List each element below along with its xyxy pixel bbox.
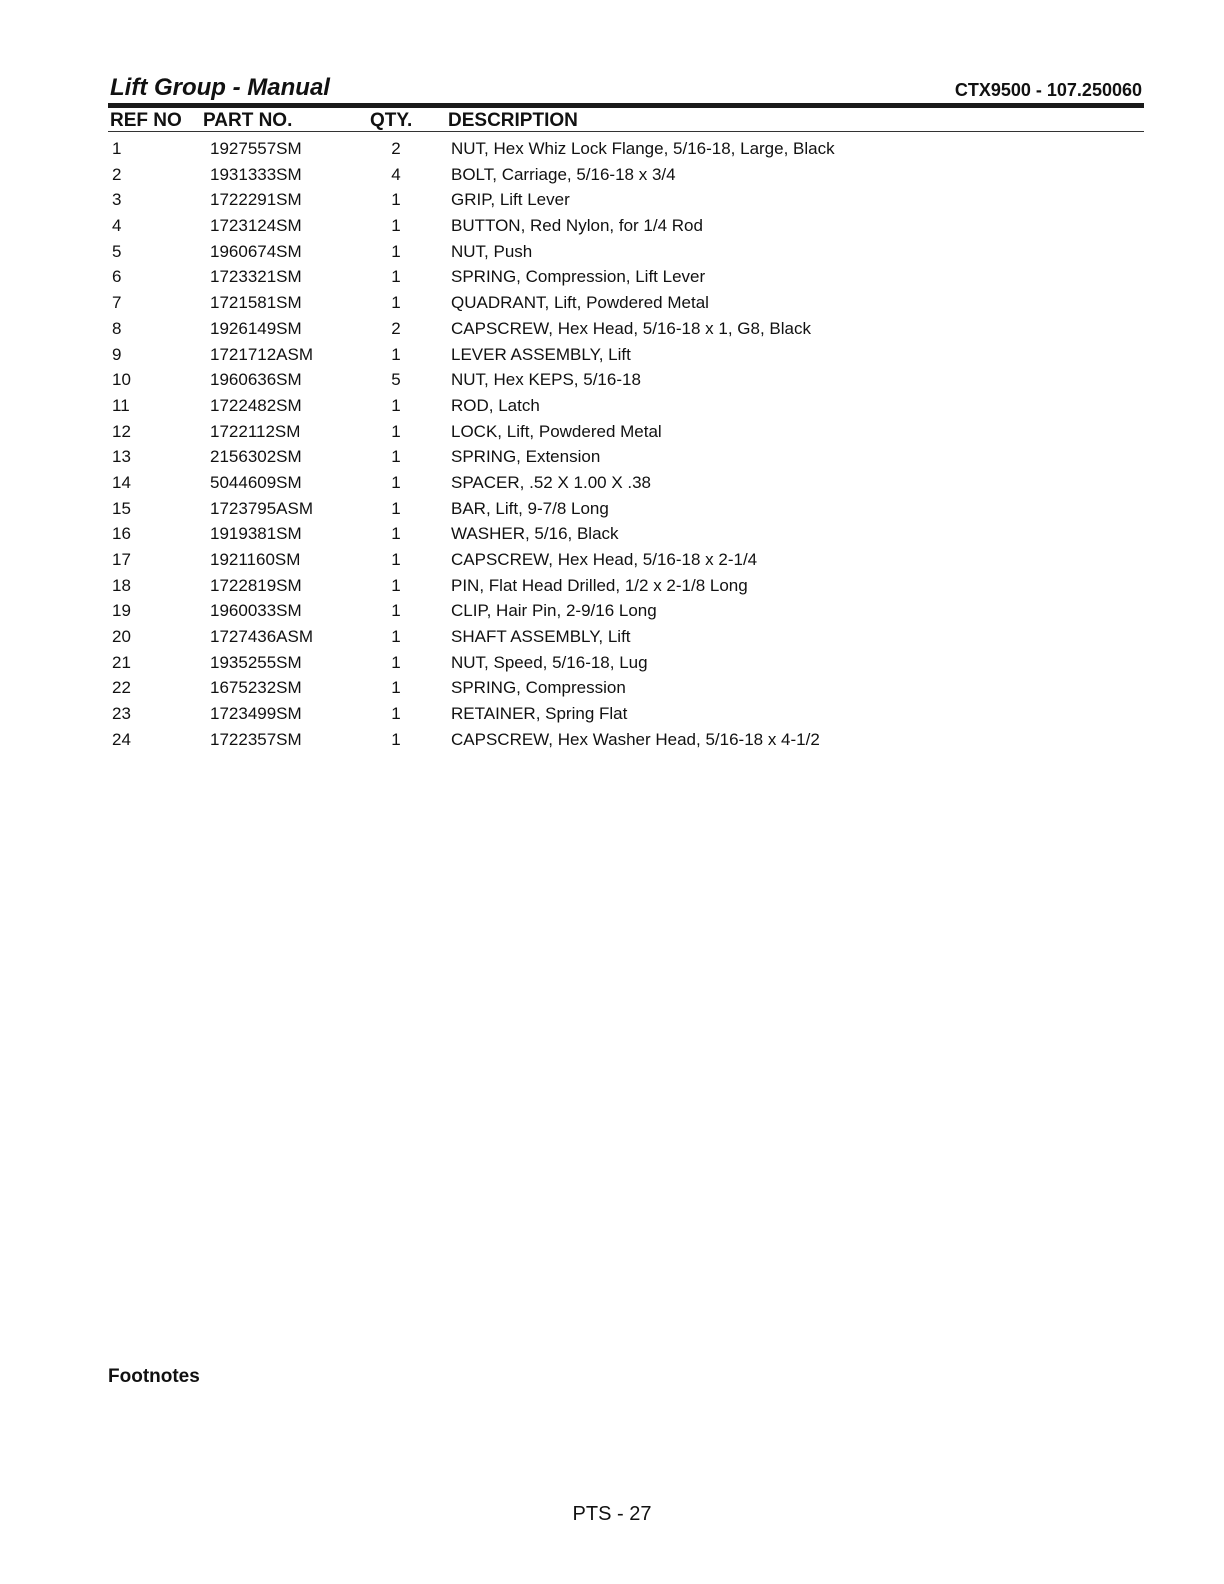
qty-cell: 1 xyxy=(391,550,401,569)
ref-no-cell: 14 xyxy=(112,472,131,492)
part-no-cell: 1926149SM xyxy=(210,318,302,338)
description-cell: QUADRANT, Lift, Powdered Metal xyxy=(451,293,709,313)
part-no-cell: 1921160SM xyxy=(210,550,301,569)
ref-no-cell: 12 xyxy=(112,421,131,441)
ref-no-cell: 17 xyxy=(112,550,131,569)
ref-no-cell: 19 xyxy=(112,601,131,621)
description-cell: SHAFT ASSEMBLY, Lift xyxy=(451,627,631,647)
ref-no-cell: 22 xyxy=(112,678,131,698)
description-cell: NUT, Push xyxy=(451,241,533,261)
table-row xyxy=(108,136,1144,162)
description-cell: WASHER, 5/16, Black xyxy=(451,524,619,544)
qty-cell: 1 xyxy=(391,498,401,518)
qty-cell: 1 xyxy=(391,241,401,261)
qty-cell: 1 xyxy=(391,293,401,313)
qty-cell: 4 xyxy=(391,164,401,184)
qty-cell: 1 xyxy=(391,704,401,724)
ref-no-cell: 24 xyxy=(112,729,131,749)
description-cell: CAPSCREW, Hex Head, 5/16-18 x 2-1/4 xyxy=(451,550,758,569)
ref-no-cell: 13 xyxy=(112,447,131,467)
qty-cell: 1 xyxy=(391,575,401,595)
description-cell: NUT, Hex Whiz Lock Flange, 5/16-18, Large, Black xyxy=(451,139,835,158)
table-row xyxy=(108,290,1144,316)
ref-no-cell: 18 xyxy=(112,575,131,595)
qty-cell: 1 xyxy=(391,601,401,621)
description-cell: RETAINER, Spring Flat xyxy=(451,704,628,724)
part-no-cell: 1931333SM xyxy=(210,164,302,184)
column-header-qty: QTY. xyxy=(370,110,413,131)
description-cell: BAR, Lift, 9-7/8 Long xyxy=(451,498,609,518)
ref-no-cell: 6 xyxy=(112,267,122,287)
part-no-cell: 1721712ASM xyxy=(210,344,314,364)
part-no-cell: 1722482SM xyxy=(210,395,302,415)
part-no-cell: 1723124SM xyxy=(210,216,302,236)
qty-cell: 1 xyxy=(391,344,401,364)
qty-cell: 1 xyxy=(391,190,401,210)
table-row xyxy=(108,573,1144,599)
qty-cell: 1 xyxy=(391,395,401,415)
table-row xyxy=(108,650,1144,676)
qty-cell: 1 xyxy=(391,447,401,467)
description-cell: LOCK, Lift, Powdered Metal xyxy=(451,421,662,441)
description-cell: NUT, Speed, 5/16-18, Lug xyxy=(451,652,648,672)
description-cell: NUT, Hex KEPS, 5/16-18 xyxy=(451,370,641,390)
ref-no-cell: 8 xyxy=(112,318,122,338)
qty-cell: 5 xyxy=(391,370,401,390)
part-no-cell: 1723795ASM xyxy=(210,498,314,518)
ref-no-cell: 1 xyxy=(112,139,122,158)
qty-cell: 2 xyxy=(391,139,401,158)
description-cell: LEVER ASSEMBLY, Lift xyxy=(451,344,631,364)
table-header-divider xyxy=(108,131,1144,132)
table-row xyxy=(108,496,1144,522)
qty-cell: 1 xyxy=(391,729,401,749)
description-cell: GRIP, Lift Lever xyxy=(451,190,570,210)
part-no-cell: 1721581SM xyxy=(210,293,302,313)
page-header xyxy=(108,74,1144,104)
part-no-cell: 1727436ASM xyxy=(210,627,314,647)
description-cell: CLIP, Hair Pin, 2-9/16 Long xyxy=(451,601,657,621)
table-row xyxy=(108,213,1144,239)
column-header-part-no: PART NO. xyxy=(203,110,293,131)
part-no-cell: 1722357SM xyxy=(210,729,302,749)
ref-no-cell: 11 xyxy=(112,395,130,415)
table-row xyxy=(108,239,1144,265)
qty-cell: 1 xyxy=(391,216,401,236)
ref-no-cell: 16 xyxy=(112,524,131,544)
ref-no-cell: 20 xyxy=(112,627,131,647)
part-no-cell: 1723499SM xyxy=(210,704,302,724)
part-no-cell: 1927557SM xyxy=(210,139,302,158)
part-no-cell: 1919381SM xyxy=(210,524,302,544)
ref-no-cell: 5 xyxy=(112,241,122,261)
part-no-cell: 1960636SM xyxy=(210,370,302,390)
part-no-cell: 1722819SM xyxy=(210,575,302,595)
description-cell: SPRING, Extension xyxy=(451,447,601,467)
header-divider xyxy=(108,103,1144,108)
parts-table xyxy=(108,136,1144,753)
model-number: CTX9500 - 107.250060 xyxy=(954,80,1142,100)
footnotes-heading: Footnotes xyxy=(108,1366,200,1387)
description-cell: CAPSCREW, Hex Washer Head, 5/16-18 x 4-1/2 xyxy=(451,729,820,749)
description-cell: CAPSCREW, Hex Head, 5/16-18 x 1, G8, Black xyxy=(451,318,811,338)
qty-cell: 1 xyxy=(391,678,401,698)
ref-no-cell: 3 xyxy=(112,190,122,210)
part-no-cell: 1960033SM xyxy=(210,601,302,621)
description-cell: PIN, Flat Head Drilled, 1/2 x 2-1/8 Long xyxy=(451,575,748,595)
table-row xyxy=(108,162,1144,188)
table-row xyxy=(108,264,1144,290)
table-row xyxy=(108,675,1144,701)
description-cell: ROD, Latch xyxy=(451,395,540,415)
page-number: PTS - 27 xyxy=(572,1503,652,1525)
table-row xyxy=(108,727,1144,753)
ref-no-cell: 21 xyxy=(112,652,131,672)
column-header-ref-no: REF NO xyxy=(110,110,182,131)
description-cell: BUTTON, Red Nylon, for 1/4 Rod xyxy=(451,216,703,236)
ref-no-cell: 9 xyxy=(112,344,122,364)
table-row xyxy=(108,701,1144,727)
table-row xyxy=(108,419,1144,445)
table-row xyxy=(108,393,1144,419)
qty-cell: 2 xyxy=(391,318,401,338)
ref-no-cell: 15 xyxy=(112,498,131,518)
description-cell: BOLT, Carriage, 5/16-18 x 3/4 xyxy=(451,164,676,184)
description-cell: SPRING, Compression xyxy=(451,678,626,698)
ref-no-cell: 7 xyxy=(112,293,122,313)
table-row xyxy=(108,316,1144,342)
column-header-description: DESCRIPTION xyxy=(448,110,578,131)
table-row xyxy=(108,547,1144,573)
ref-no-cell: 4 xyxy=(112,216,122,236)
section-title: Lift Group - Manual xyxy=(110,74,330,101)
qty-cell: 1 xyxy=(391,524,401,544)
description-cell: SPACER, .52 X 1.00 X .38 xyxy=(451,472,652,492)
table-row xyxy=(108,187,1144,213)
table-row xyxy=(108,598,1144,624)
table-row xyxy=(108,342,1144,368)
table-row xyxy=(108,444,1144,470)
qty-cell: 1 xyxy=(391,421,401,441)
part-no-cell: 1722112SM xyxy=(210,421,301,441)
ref-no-cell: 2 xyxy=(112,164,122,184)
table-row xyxy=(108,470,1144,496)
table-row xyxy=(108,624,1144,650)
part-no-cell: 2156302SM xyxy=(210,447,302,467)
description-cell: SPRING, Compression, Lift Lever xyxy=(451,267,706,287)
table-row xyxy=(108,367,1144,393)
qty-cell: 1 xyxy=(391,472,401,492)
parts-table-header xyxy=(108,110,1144,132)
part-no-cell: 1675232SM xyxy=(210,678,302,698)
part-no-cell: 5044609SM xyxy=(210,472,302,492)
part-no-cell: 1722291SM xyxy=(210,190,302,210)
qty-cell: 1 xyxy=(391,267,401,287)
part-no-cell: 1723321SM xyxy=(210,267,302,287)
part-no-cell: 1960674SM xyxy=(210,241,302,261)
part-no-cell: 1935255SM xyxy=(210,652,302,672)
qty-cell: 1 xyxy=(391,627,401,647)
ref-no-cell: 10 xyxy=(112,370,131,390)
ref-no-cell: 23 xyxy=(112,704,131,724)
qty-cell: 1 xyxy=(391,652,401,672)
table-row xyxy=(108,521,1144,547)
